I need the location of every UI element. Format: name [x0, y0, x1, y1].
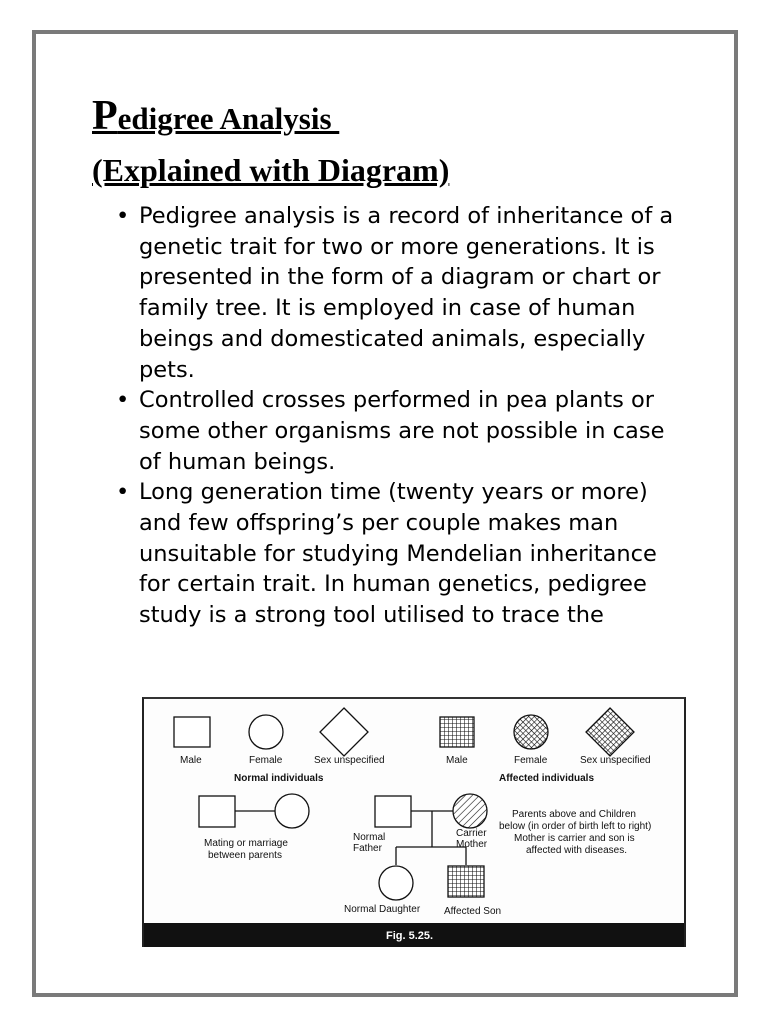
note-line2: below (in order of birth left to right) [499, 821, 652, 832]
normal-unspecified-symbol [320, 708, 368, 756]
affected-female-label: Female [514, 755, 548, 766]
normal-male-symbol [174, 717, 210, 747]
affected-son-symbol [448, 866, 484, 897]
carrier-mother-symbol [453, 794, 487, 828]
affected-male-symbol [440, 717, 474, 747]
bullet-list [116, 201, 676, 631]
pedigree-figure [142, 697, 686, 947]
normal-male-label: Male [180, 755, 202, 766]
bullet-text: Controlled crosses performed in pea plants or some other organisms are not possible in case of human beings. [139, 387, 665, 475]
carrier-mother-label-2: Mother [456, 839, 488, 850]
affected-female-symbol [514, 715, 548, 749]
pedigree-diagram [144, 699, 684, 947]
affected-unspecified-label: Sex unspecified [580, 755, 651, 766]
bullet-text: Long generation time (twenty years or more) and few offspring’s per couple makes man unsuitable for studying Mendelian inheritance for certain trait. In human genetics, pedigree study is a strong tool utilised to trace the [139, 479, 657, 629]
note-line1: Parents above and Children [512, 809, 636, 820]
bullet-dot: • [116, 479, 130, 506]
mating-female-symbol [275, 794, 309, 828]
note-line3: Mother is carrier and son is [514, 833, 635, 844]
normal-father-label-2: Father [353, 843, 382, 854]
affected-son-label: Affected Son [444, 906, 502, 917]
bullet-dot: • [116, 203, 130, 229]
normal-female-label: Female [249, 755, 283, 766]
bullet-item [116, 385, 676, 477]
affected-unspecified-symbol [586, 708, 634, 756]
bullet-text: Pedigree analysis is a record of inheritance of a genetic trait for two or more generations. It is presented in the form of a diagram or chart or family tree. It is employed in case of human beings and domesticated animals, especially pets. [139, 203, 674, 383]
normal-unspecified-label: Sex unspecified [314, 755, 385, 766]
note-line4: affected with diseases. [526, 845, 627, 856]
title-rest: edigree Analysis [117, 101, 340, 136]
affected-male-label: Male [446, 755, 468, 766]
mating-male-symbol [199, 796, 235, 827]
title-initial: P [92, 93, 118, 139]
father-symbol [375, 796, 411, 827]
bullet-item [116, 201, 676, 385]
normal-daughter-symbol [379, 866, 413, 900]
mating-caption-line1: Mating or marriage [204, 838, 288, 849]
normal-female-symbol [249, 715, 283, 749]
normal-heading: Normal individuals [234, 773, 324, 784]
normal-father-label-1: Normal [353, 832, 386, 843]
carrier-mother-label-1: Carrier [456, 828, 487, 839]
figure-caption: Fig. 5.25. [386, 930, 434, 942]
normal-daughter-label: Normal Daughter [344, 904, 421, 915]
bullet-item [116, 477, 676, 631]
page-subtitle: (Explained with Diagram) [92, 152, 450, 188]
bullet-dot: • [116, 387, 130, 414]
affected-heading: Affected individuals [499, 773, 595, 784]
mating-caption-line2: between parents [208, 850, 282, 861]
page-title [92, 92, 339, 140]
